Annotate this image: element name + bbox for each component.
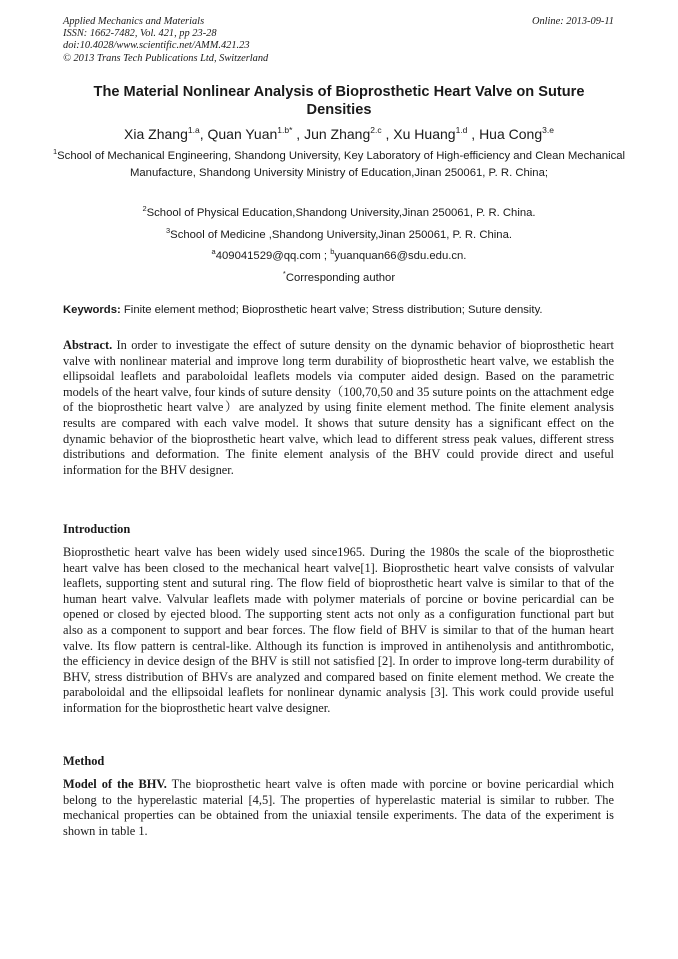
affiliation-1 [40,148,638,182]
doi-line: doi:10.4028/www.scientific.net/AMM.421.23 [63,40,250,52]
method-subheading: Model of the BHV. [63,777,167,791]
author-sup: 2.c [370,125,382,135]
email-a[interactable]: 409041529@qq.com ; [215,250,328,262]
method-text: The bioprosthetic heart valve is often made with porcine or bovine pericardial which belong to the hyperelastic material [4,5]. The properties of hyperelastic material is similar to rubber. The mechanical properties can be obtained from the uniaxial tensile experiments. The data of the experiment is shown in table 1. [63,777,614,838]
author-name: Xia Zhang [124,126,188,142]
abstract-label: Abstract. [63,338,113,352]
keywords-text: Finite element method; Bioprosthetic heart valve; Stress distribution; Suture density. [123,304,543,316]
abstract [63,338,614,478]
issn-line: ISSN: 1662-7482, Vol. 421, pp 23-28 [63,28,217,40]
author-sup: 3.e [542,125,554,135]
email-sup: a [211,247,216,256]
online-date: Online: 2013-09-11 [531,16,614,27]
affiliation-sup: 2 [142,204,147,213]
affiliation-sup: 3 [165,226,171,235]
paper-title: The Material Nonlinear Analysis of Bioprosthetic Heart Valve on Suture Densities [93,84,585,118]
author-sup: 1.d [455,125,468,135]
introduction-body: Bioprosthetic heart valve has been widely used since1965. During the 1980s the scale of the bioprosthetic heart valve has been closed to the mechanical heart valve[1]. Bioprosthetic heart valve consists of valvular leaflets, supporting stent and sutural ring. The flow field of bioprosthetic heart valve is similar to that of the human heart valve. Valvular leaflets made with polymer materials of porcine or bovine pericardial can be opened or closed by ejected blood. The supporting stent acts not only as a configuration functional part but also as a component to support and bear forces. The flow field of BHV is similar to that of the human heart valve. Its flow pattern is central-like. Although its function is improved in antihenolysis and antithrombotic, the efficiency in device design of the BHV is still not satisfied [2]. In order to improve long-term durability of BHV, stress distribution of BHVs are analyzed and compared based on finite element method. We create the paraboloidal and the ellipsoidal leaflets for nonlinear dynamic analysis [3]. This work could provide useful information for the bioprosthetic heart valve designer. [63,545,614,715]
copyright-line: © 2013 Trans Tech Publications Ltd, Switzerland [63,52,269,64]
affiliation-sup: 1 [52,147,58,156]
author-name: Jun Zhang [304,126,371,142]
journal-header [63,16,268,65]
keywords-label: Keywords: [63,304,121,316]
affiliation-text: School of Medicine ,Shandong University,Jinan 250061, P. R. China. [170,229,512,241]
journal-name: Applied Mechanics and Materials [63,16,205,27]
author-name: Xu Huang [393,126,456,142]
affiliation-2 [40,205,638,222]
corresponding-author-note [40,270,638,287]
email-b[interactable]: yuanquan66@sdu.edu.cn. [334,250,467,262]
affiliation-text: School of Mechanical Engineering, Shandong University, Key Laboratory of High-efficiency and Clean Mechanical Manufacture, Shandong University Ministry of Education,Jinan 250061, P. R. China; [57,150,626,179]
email-sup: b [330,247,335,256]
corresponding-text: Corresponding author [285,272,396,284]
author-sup: 1.a [187,125,200,135]
author-sup: 1.b* [277,125,293,135]
keywords [63,303,619,318]
abstract-text: In order to investigate the effect of suture density on the dynamic behavior of bioprosthetic heart valve with nonlinear material and improve long term durability of bioprosthetic heart valve, we establish the ellipsoidal leaflets and paraboloidal leaflets models via computer aided design. Based on the parametric models of the heart valve, four kinds of suture density（100,70,50 and 35 suture points on the attachment edge of the bioprosthetic heart valve）are analyzed by using finite element method. The finite element analysis results are compared with each valve model. It shows that suture density has a significant effect on the dynamic behavior of the bioprosthetic heart valve, which lead to different stress peak values, different stress distributions and deformation. The finite element analysis of the BHV could provide direct and useful information for the BHV designer. [63,338,614,477]
affiliation-text: School of Physical Education,Shandong University,Jinan 250061, P. R. China. [146,207,536,219]
author-list: Xia Zhang$^{1.a}$, Quan Yuan$^{1.b*}$ , Jun Zhang$^{2.c}$ , Xu Huang$^{1.d}$ , Hua Cong$^{3.e}$ [124,125,554,142]
affiliation-3 [40,227,638,244]
email-line [40,248,638,265]
author-name: Hua Cong [479,126,543,142]
corresponding-sup: * [282,269,286,278]
method-heading: Method [63,754,105,768]
introduction-heading: Introduction [63,522,131,536]
method-body [63,777,614,839]
author-name: Quan Yuan [207,126,278,142]
